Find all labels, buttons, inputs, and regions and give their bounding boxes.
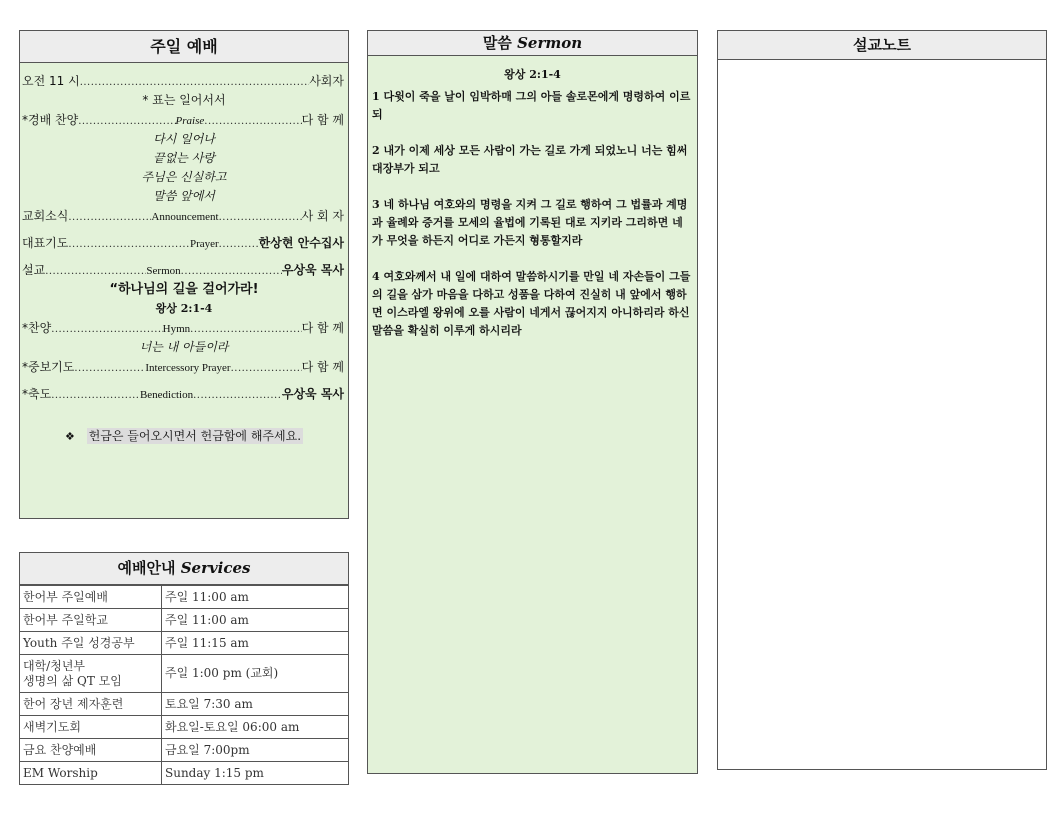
leader-dots [219,208,302,228]
order-english: Benediction [139,389,194,401]
services-table [19,585,349,785]
leader-dots [219,235,259,255]
order-leader: 우상욱 목사 [281,387,345,401]
table-row [20,693,349,716]
order-leader: 다 함 께 [301,321,344,335]
leader-dots [45,262,146,282]
sermon-reference: 왕상 2:1-4 [155,302,213,315]
praise-song: 주님은 신실하고 [141,170,227,184]
praise-song: 말씀 앞에서 [153,189,215,203]
service-name-line: 생명의 삶 QT 모임 [23,673,122,688]
service-time: 화요일-토요일 06:00 am [162,716,349,739]
sermon-title: “하나님의 길을 걸어가라! [109,282,259,297]
worship-header: 주일 예배 [19,30,349,63]
service-name: 한어 장년 제자훈련 [20,693,162,716]
order-label: *중보기도 [22,360,75,374]
service-name: 한어부 주일학교 [20,609,162,632]
leader-dots [51,320,162,340]
order-label: 오전 11 시 [22,74,80,88]
order-english: Hymn [162,323,191,335]
table-row [20,739,349,762]
table-row [20,632,349,655]
order-english: Prayer [189,238,219,250]
service-name: Youth 주일 성경공부 [20,632,162,655]
sermon-title-en: Sermon [517,34,583,52]
service-name: EM Worship [20,762,162,785]
table-row [20,716,349,739]
leader-dots [193,386,282,406]
notes-header: 설교노트 [717,30,1047,60]
order-row-announcement [20,206,348,226]
order-row-benediction [20,384,348,404]
leader-dots [51,386,140,406]
leader-dots [74,359,145,379]
order-label: *경배 찬양 [22,113,79,127]
order-english: Sermon [146,265,181,277]
offering-text: 헌금은 들어오시면서 헌금함에 해주세요. [88,429,302,443]
service-name-line: 대학/청년부 [23,658,86,673]
order-leader: 우상욱 목사 [281,263,344,277]
service-time: 주일 1:00 pm (교회) [162,655,349,693]
worship-order-box [19,63,349,519]
order-leader: 한상현 안수집사 [258,236,344,250]
service-name: 새벽기도회 [20,716,162,739]
order-label: 대표기도 [22,236,69,250]
order-label: *찬양 [22,321,52,335]
order-english: Intercessory Prayer [145,362,231,374]
praise-song: 끝없는 사랑 [153,151,215,165]
scripture-verse: 4 여호와께서 내 일에 대하여 말씀하시기를 만일 네 자손들이 그들의 길을 삼가 마음을 다하고 성품을 다하여 진실히 내 앞에서 행하면 이스라엘 왕위에 오를 사람이 네게서 끊어지지 아니하리라 하신 말씀을 확실히 이루게 하시리라 [372,270,691,337]
leader-dots [204,112,301,132]
sermon-text-box [367,56,698,774]
service-time: 토요일 7:30 am [162,693,349,716]
order-leader: 사회자 [309,74,344,88]
leader-dots [78,112,175,132]
leader-dots [68,208,151,228]
offering-note [20,426,348,446]
scripture-verse: 1 다윗이 죽을 날이 임박하매 그의 아들 솔로몬에게 명령하여 이르되 [372,90,691,121]
order-label: 교회소식 [22,209,69,223]
service-time: 금요일 7:00pm [162,739,349,762]
notes-column [717,30,1047,770]
table-row [20,762,349,785]
table-row [20,586,349,609]
order-english: Praise [175,115,205,127]
order-leader: 사 회 자 [301,209,345,223]
service-time: 주일 11:00 am [162,609,349,632]
scripture-verse: 2 내가 이제 세상 모든 사람이 가는 길로 가게 되었노니 너는 힘써 대장부가 되고 [372,144,688,175]
order-row-praise [20,110,348,130]
leader-dots [80,73,310,93]
hymn-song: 너는 내 아들이라 [139,340,229,354]
service-time: Sunday 1:15 pm [162,762,349,785]
scripture-verse: 3 네 하나님 여호와의 명령을 지켜 그 길로 행하여 그 법률과 계명과 율례와 증거를 모세의 율법에 기록된 대로 지키라 그리하면 네가 무엇을 하든지 어디로 가든지 형통할지라 [372,198,688,247]
service-time: 주일 11:15 am [162,632,349,655]
worship-column [19,30,349,785]
order-row-intercession [20,357,348,377]
leader-dots [181,262,282,282]
order-row-hymn [20,318,348,338]
leader-dots [231,359,302,379]
service-time: 주일 11:00 am [162,586,349,609]
order-row-time [20,71,348,91]
sermon-column [367,30,698,774]
standing-note: * 표는 일어서서 [142,93,226,107]
order-row-sermon [20,260,348,280]
service-name: 한어부 주일예배 [20,586,162,609]
order-leader: 다 함 께 [301,113,345,127]
sermon-header [367,30,698,56]
praise-song: 다시 일어나 [153,132,215,146]
order-english: Announcement [151,211,219,223]
order-leader: 다 함 께 [301,360,344,374]
order-row-prayer [20,233,348,253]
leader-dots [68,235,190,255]
scripture-reference: 왕상 2:1-4 [504,68,561,81]
diamond-bullet-icon: ❖ [64,430,75,443]
table-row [20,609,349,632]
notes-area[interactable] [717,60,1047,770]
service-name: 금요 찬양예배 [20,739,162,762]
sermon-title-kr: 말씀 [482,34,512,52]
services-header [19,552,349,585]
services-title-kr: 예배안내 [117,559,176,577]
table-row [20,655,349,693]
leader-dots [190,320,301,340]
service-name [20,655,162,693]
services-title-en: Services [180,559,251,577]
order-label: *축도 [22,387,52,401]
order-label: 설교 [22,263,46,277]
